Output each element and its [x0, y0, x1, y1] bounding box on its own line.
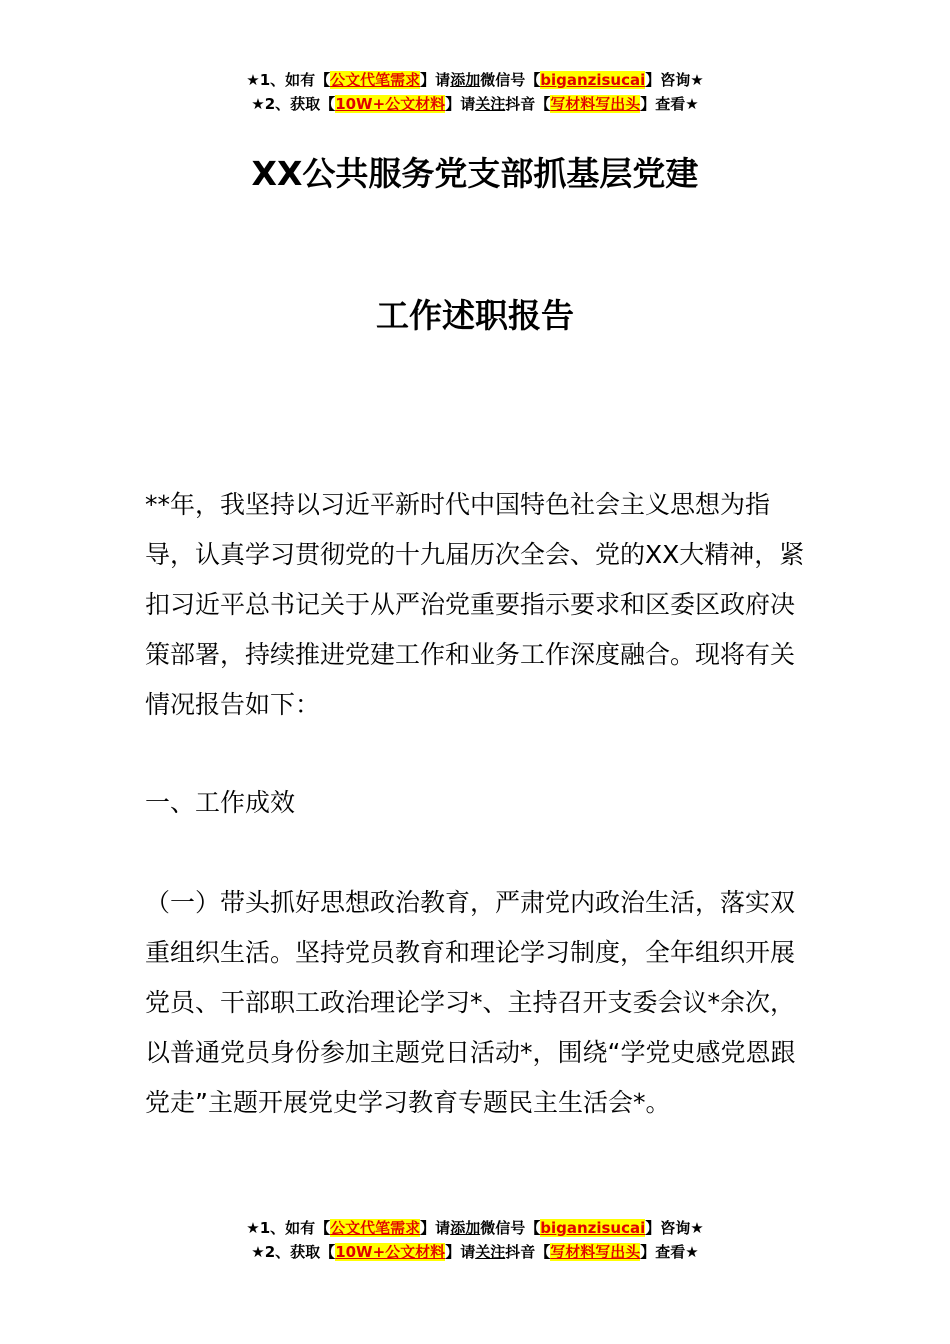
section-paragraph: （一）带头抓好思想政治教育，严肃党内政治生活，落实双重组织生活。坚持党员教育和理论学习制度，全年组织开展党员、干部职工政治理论学习*、主持召开支委会议*余次，以普通党员身份参加主题党日活动*，围绕“学党史感党恩跟党走”主题开展党史学习教育专题民主生活会*。 [145, 888, 796, 1117]
doc-title-line-1: XX公共服务党支部抓基层党建 [251, 154, 699, 193]
intro-paragraph: **年，我坚持以习近平新时代中国特色社会主义思想为指导，认真学习贯彻党的十九届历次全会、党的XX大精神，紧扣习近平总书记关于从严治党重要指示要求和区委区政府决策部署，持续推进党建工作和业务工作深度融合。现将有关情况报告如下： [145, 490, 805, 719]
section-heading: 一、工作成效 [145, 788, 296, 817]
highlight-douyin: 写材料写出头 [550, 1243, 641, 1261]
promo-line-1: ★1、如有【公文代笔需求】请添加微信号【biganzisucai】咨询★ [246, 71, 704, 89]
promo-banner-bottom [0, 1216, 950, 1264]
highlight-service: 公文代笔需求 [330, 71, 421, 89]
doc-title-line-2: 工作述职报告 [376, 296, 574, 335]
highlight-wechat-id: biganzisucai [540, 71, 646, 89]
highlight-wechat-id: biganzisucai [540, 1219, 646, 1237]
promo-banner-top [0, 68, 950, 116]
promo-line-2: ★2、获取【10W+公文材料】请关注抖音【写材料写出头】查看★ [251, 1243, 699, 1261]
promo-line-1: ★1、如有【公文代笔需求】请添加微信号【biganzisucai】咨询★ [246, 1219, 704, 1237]
highlight-service: 公文代笔需求 [330, 1219, 421, 1237]
highlight-materials: 10W+公文材料 [335, 1243, 446, 1261]
highlight-douyin: 写材料写出头 [550, 95, 641, 113]
highlight-materials: 10W+公文材料 [335, 95, 446, 113]
promo-line-2: ★2、获取【10W+公文材料】请关注抖音【写材料写出头】查看★ [251, 95, 699, 113]
